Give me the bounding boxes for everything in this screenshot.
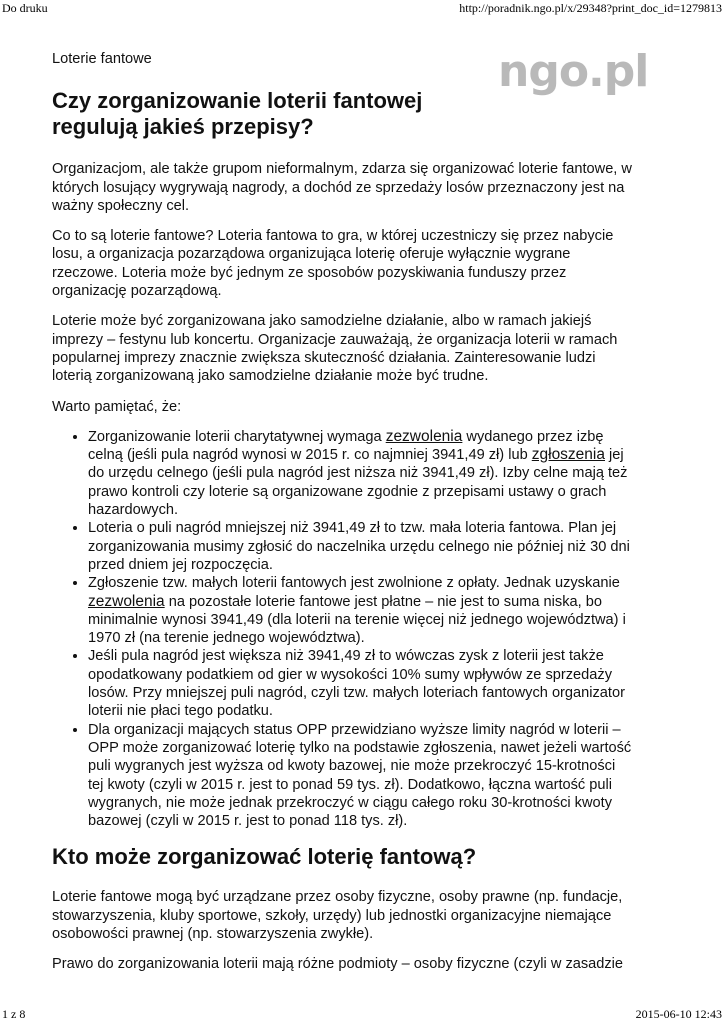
article [52,50,632,986]
zgloszenia-link[interactable]: zgłoszenia [531,446,605,464]
list-item [88,428,632,519]
list-item [88,574,632,647]
list-item-text: na pozostałe loterie fantowe jest płatne – nie jest to suma niska, bo minimalnie wynosi 3941,49 (dla loterii na terenie więcej niż jednego województwa) i 1970 zł (na terenie jednego województwa). [88,593,626,647]
article-category: Loterie fantowe [52,51,152,67]
print-header-left: Do druku [2,1,48,15]
list-item-text: wydanego przez izbę celną (jeśli pula nagród wynosi w 2015 r. co najmniej 3941,49 zł) lub [88,428,604,464]
list-item-text: Zgłoszenie tzw. małych loterii fantowych jest zwolnione z opłaty. Jednak uzyskanie [88,575,620,592]
list-item-text: jej do urzędu celnego (jeśli pula nagród jest niższa niż 3941,49 zł). Izby celne mają też prawo kontroli czy loterie są organizowane zgodnie z przepisami ustawy o grach hazardowych. [88,447,628,519]
list-item-text: Zorganizowanie loterii charytatywnej wymaga [88,428,386,445]
zezwolenia-link[interactable]: zezwolenia [385,427,463,445]
paragraph-who: Loterie fantowe mogą być urządzane przez osoby fizyczne, osoby prawne (np. fundacje, stowarzyszenia, kluby sportowe, szkoły, urzędy) lub jednostki organizacyjne niemające osobowości prawnej (np. stowarzyszenia zwykłe). [52,889,623,942]
article-title: Czy zorganizowanie loterii fantowej regulują jakieś przepisy? [52,88,423,140]
paragraph-remember: Warto pamiętać, że: [52,398,182,415]
print-timestamp: 2015-06-10 12:43 [635,1007,722,1021]
paragraph-entities: Prawo do zorganizowania loterii mają różne podmioty – osoby fizyczne (czyli w zasadzie [52,956,624,973]
paragraph-definition: Co to są loterie fantowe? Loteria fantowa to gra, w której uczestniczy się przez nabycie losu, a organizacja pozarządowa organizująca loterię oferuje wyłącznie wygrane rzeczowe. Loteria może być jednym ze sposobów pozyskiwania funduszy przez organizację pozarządową. [52,228,614,300]
remember-list [52,428,632,831]
print-footer [0,1007,724,1022]
paragraph-forms: Loterie może być zorganizowana jako samodzielne działanie, albo w ramach jakiejś imprezy – festynu lub koncertu. Organizacje zauważają, że organizacja loterii w ramach popularnej imprezy znacznie zwiększa skuteczność działania. Zainteresowanie ludzi loterią zorganizowaną jako samodzielne działanie może być trudne. [52,313,618,385]
print-header [0,1,724,16]
ngo-logo[interactable]: ngo.pl [498,46,649,97]
page-number: 1 z 8 [2,1007,26,1021]
print-header-url: http://poradnik.ngo.pl/x/29348?print_doc_id=1279813 [459,1,722,15]
list-item: • Dla organizacji mających status OPP przewidziano wyższe limity nagród w loterii –OPP może zorganizować loterię tylko na podstawie zgłoszenia, nawet jeżeli wartość puli wygranych jest wyższa od kwoty bazowej, nie może przekroczyć 15-krotności tej kwoty (czyli w 2015 r. jest to ponad 59 tys. zł). Dodatkowo, łączna wartość puli wygranych, nie może jednak przekroczyć w ciągu całego roku 30-krotności kwoty bazowej (czyli w 2015 r. jest to ponad 118 tys. zł). [88,721,632,831]
zezwolenia-link[interactable]: zezwolenia [88,592,165,610]
list-item: • Jeśli pula nagród jest większa niż 3941,49 zł to wówczas zysk z loterii jest także opodatkowany podatkiem od gier w wysokości 10% sumy wpływów ze sprzedaży losów. Przy mniejszej puli nagród, czyli tzw. małych loteriach fantowych organizator loterii nie płaci tego podatku. [88,647,632,720]
paragraph-intro: Organizacjom, ale także grupom nieformalnym, zdarza się organizować loterie fantowe, w których losujący wygrywają nagrody, a dochód ze sprzedaży losów przeznaczony jest na ważny społeczny cel. [52,161,632,214]
list-item: • Loteria o puli nagród mniejszej niż 3941,49 zł to tzw. mała loteria fantowa. Plan jej zorganizowania musimy zgłosić do naczelnika urzędu celnego nie później niż 30 dni przed dniem jej rozpoczęcia. [88,519,632,574]
section-heading: Kto może zorganizować loterię fantową? [52,844,477,870]
